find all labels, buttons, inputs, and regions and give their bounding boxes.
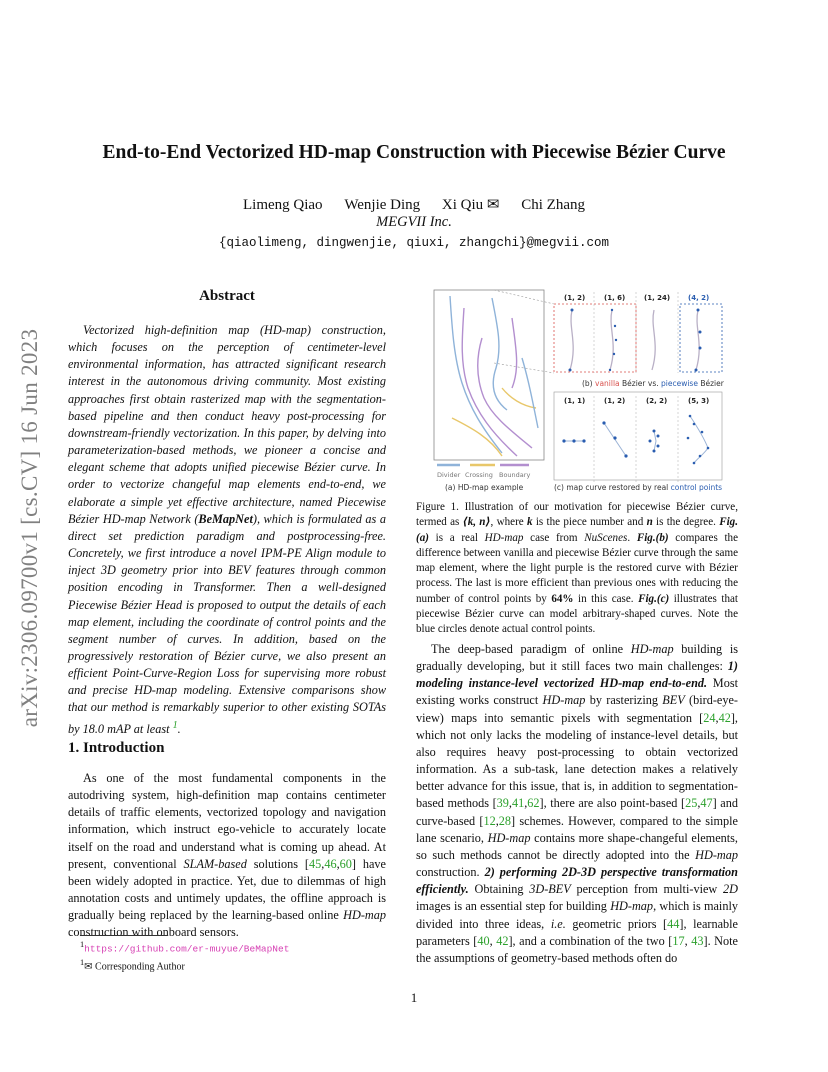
intro-text: As one of the most fundamental components in the autodriving system, high-definition map contains centimeter details of traffic elements, vectorized topology and navigation information, which instruct ego-vehicle to accurately locate itself on the road and understand what is coming up ahead. At present, conventional	[68, 771, 386, 871]
abstract-text: Vectorized high-definition map (HD-map) construction, which focuses on the perception of centimeter-level environmental information, has attracted significant research interest in the autonomous driving community. Most existing approaches first obtain rasterized map with the segmentation-based pipeline and then conduct heavy post-processing for downstream-friendly vectorization. In this paper, by delving into parameterization-based methods, we pioneer a concise and elegant scheme that adopts unified piecewise Bézier curve. In order to vectorize changeful map elements end-to-end, we elaborate a simple yet effective architecture, named Piecewise Bézier HD-map Network (	[68, 323, 386, 526]
body-3dbev: 3D-BEV	[529, 882, 571, 897]
author-emails: {qiaolimeng, dingwenjie, qiuxi, zhangchi}@megvii.com	[218, 236, 610, 250]
page-number: 1	[410, 990, 418, 1005]
body-hdmap: HD-map	[610, 899, 654, 914]
body-text: ], learnable parameters [	[416, 916, 738, 948]
author-4: Chi Zhang	[521, 197, 585, 213]
caption-k: k	[527, 516, 533, 529]
caption-text: case from	[523, 531, 585, 544]
intro-slam: SLAM-based	[183, 856, 247, 871]
label-c-4: (5, 3)	[688, 397, 710, 405]
citation[interactable]: 44	[667, 916, 680, 931]
caption-c: (c) map curve restored by real control points	[554, 483, 723, 492]
abstract-text-cont: ), which is formulated as a direct set prediction paradigm and postprocessing-free. Concretely, we first introduce a novel IPM-PE Align module to inject 3D geometry prior into BEV features through common position encoding in Transformer. Then a well-designed Piecewise Bézier Head is proposed to output the details of each map element, including the coordinate of control points and the segment number of curves. In addition, based on the progressively restoration of Bézier curve, we also present an efficient Point-Curve-Region Loss for supervising more robust and precise HD-map modeling. Extensive comparisons show that our method is remarkably superior to other existing SOTAs by 18.0 mAP at least	[68, 511, 386, 736]
body-text: (bird-eye-view) maps into semantic pixels with segmentation [	[416, 693, 739, 725]
citation[interactable]: 47	[700, 796, 713, 811]
caption-b: (b) vanilla Bézier vs. piecewise Bézier	[582, 379, 724, 388]
citation[interactable]: 43	[691, 933, 704, 948]
body-hdmap: HD-map	[695, 847, 738, 862]
citation[interactable]: 28	[498, 813, 512, 828]
caption-text: in this case.	[573, 592, 639, 605]
author-3: Xi Qiu ✉	[441, 197, 500, 213]
caption-text: is the degree.	[652, 516, 720, 529]
hdmap-frame	[434, 290, 544, 460]
body-text: Obtaining	[468, 882, 530, 897]
body-text: ], which not only lacks the modeling of instance-level details, but also requires heavy post-processing to obtain vectorized information. As a sub-task, lane detection makes a relatively better advance for this issue, that is, in addition to segmentation-based methods [	[416, 710, 738, 811]
body-text: Most existing works construct	[416, 676, 738, 708]
legend-crossing: Crossing	[465, 471, 493, 479]
label-c-3: (2, 2)	[646, 397, 668, 405]
arxiv-stamp-text: arXiv:2306.09700v1 [cs.CV] 16 Jun 2023	[17, 328, 42, 728]
citation[interactable]: 39	[496, 796, 509, 811]
method-name: BeMapNet	[198, 511, 253, 526]
paper-title: End-to-End Vectorized HD-map Construction with Piecewise Bézier Curve	[102, 142, 726, 163]
caption-text: is the piece number and	[532, 516, 647, 529]
figure-1-caption	[416, 500, 738, 638]
footnote-1	[80, 938, 380, 956]
panel-b-labels	[564, 294, 709, 302]
body-text: ]. Note the assumptions of geometry-based methods often do	[416, 933, 738, 965]
caption-figb: Fig.(b)	[636, 531, 669, 544]
citation[interactable]: 40	[477, 933, 490, 948]
intro-hdmap: HD-map	[343, 908, 386, 923]
body-text: ] schemes. However, compared to the simple lane scenario,	[416, 813, 738, 845]
citation[interactable]: 17	[672, 933, 685, 948]
abstract-heading: Abstract	[199, 288, 255, 304]
label-b-1: (1, 2)	[564, 294, 586, 302]
caption-a: (a) HD-map example	[445, 483, 524, 492]
body-bev: BEV	[662, 693, 685, 708]
abstract-end: .	[177, 721, 181, 736]
figure-1-graphic	[432, 288, 727, 498]
caption-text: illustrates that piecewise Bézier curve can model arbitrary-shaped curves. Note the blue circles denote actual control points.	[416, 592, 738, 636]
intro-heading: 1. Introduction	[68, 740, 165, 756]
citation[interactable]: 62	[527, 796, 540, 811]
body-text: construction.	[416, 865, 485, 880]
corresponding-author-note: ✉ Corresponding Author	[84, 961, 185, 973]
caption-figa: Fig.(a)	[416, 516, 738, 544]
affiliation: MEGVII Inc.	[376, 214, 452, 230]
citation[interactable]: 46	[324, 856, 337, 871]
caption-text: is a real	[428, 531, 485, 544]
body-text: by rasterizing	[585, 693, 663, 708]
caption-text: Figure 1. Illustration of our motivation for piecewise Bézier curve, termed as	[416, 501, 738, 529]
intro-text: construction with onboard sensors.	[68, 925, 239, 940]
body-text: , which is mainly divided into three ideas,	[416, 899, 738, 931]
panel-c-labels	[564, 397, 709, 405]
citation[interactable]: 41	[511, 796, 525, 811]
caption-figc: Fig.(c)	[638, 592, 670, 605]
caption-percent: 64%	[551, 592, 574, 605]
body-text: images is an essential step for building	[416, 899, 611, 914]
caption-kn: ⟨k, n⟩	[462, 516, 491, 529]
footnotes	[80, 938, 380, 974]
legend-divider: Divider	[437, 471, 461, 479]
intro-paragraph: As one of the most fundamental components in the autodriving system, high-definition map contains centimeter details of traffic elements, vectorized topology and navigation information, which instruct ego-vehicle to accurately locate itself on the road and understand what is coming up ahead. At present, conventional SLAM-based solutions [45,46,60] have been widely adopted in practice. Yet, due to dilemmas of high annotation costs and untimely updates, the offline approach is gradually being replaced by the learning-based online HD-map construction with onboard sensors.	[68, 771, 386, 940]
citation[interactable]: 45	[309, 856, 322, 871]
caption-paragraph	[416, 500, 738, 638]
body-hdmap: HD-map	[630, 642, 674, 656]
hdmap-lines	[450, 296, 538, 456]
caption-nuscenes: NuScenes	[584, 531, 628, 544]
caption-text: .	[627, 531, 637, 544]
author-list	[0, 195, 828, 214]
abstract-paragraph	[68, 322, 386, 738]
intro-text: ] have been widely adopted in practice. Yet, due to dilemmas of high annotation costs and untimely updates, the offline approach is gradually being replaced by the learning-based online	[68, 856, 386, 923]
legend-boundary: Boundary	[499, 471, 531, 479]
body-text: building is gradually developing, but it still faces two main challenges:	[416, 642, 738, 674]
caption-hdmap: HD-map	[484, 531, 524, 544]
citation[interactable]: 60	[339, 856, 352, 871]
github-link[interactable]: https://github.com/er-muyue/BeMapNet	[84, 943, 290, 955]
footnote-ref[interactable]: 1	[172, 719, 178, 731]
body-2d: 2D	[723, 882, 738, 897]
author-1: Limeng Qiao	[242, 197, 323, 213]
caption-n: n	[646, 516, 653, 529]
body-text: The deep-based paradigm of online	[431, 642, 631, 656]
abstract-body	[68, 322, 386, 738]
body-text: perception from multi-view	[570, 882, 724, 897]
body-ie: i.e.	[550, 916, 566, 931]
citation[interactable]: 42	[718, 710, 731, 725]
body-paragraph: The deep-based paradigm of online HD-map building is gradually developing, but it still faces two main challenges: 1) modeling instance-level vectorized HD-map end-to-end. Most existing works construct HD-map by rasterizing BEV (bird-eye-view) maps into semantic pixels with segmentation [24,42], which not only lacks the modeling of instance-level details, but also requires heavy post-processing to obtain vectorized information. As a sub-task, lane detection makes a relatively better advance for this issue, that is, in addition to segmentation-based methods [39,41,62], there are also point-based [25,47] and curve-based [12,28] schemes. However, compared to the simple lane scenario, HD-map contains more shape-changeful elements, so such methods cannot be directly adopted into the HD-map construction. 2) performing 2D-3D perspective transformation efficiently. Obtaining 3D-BEV perception from multi-view 2D images is an essential step for building HD-map, which is mainly divided into three ideas, i.e. geometric priors [44], learnable parameters [40, 42], and a combination of the two [17, 43]. Note the assumptions of geometry-based methods often do	[416, 642, 739, 965]
label-c-2: (1, 2)	[604, 397, 626, 405]
intro-text: solutions [	[246, 856, 309, 871]
citation[interactable]: 24	[703, 710, 716, 725]
label-b-2: (1, 6)	[604, 294, 626, 302]
body-hdmap: HD-map	[487, 830, 531, 845]
citation[interactable]: 42	[496, 933, 509, 948]
intro-body	[68, 770, 386, 942]
footnote-mark: 1	[80, 957, 85, 967]
body-text: ], there are also point-based [	[539, 796, 686, 811]
caption-text: , where	[490, 516, 528, 529]
body-text: ], and a combination of the two [	[508, 933, 673, 948]
challenge-1: 1) modeling instance-level vectorized HD-map end-to-end.	[416, 659, 738, 691]
footnote-mark: 1	[80, 940, 85, 949]
label-b-4: (4, 2)	[688, 294, 710, 302]
citation[interactable]: 25	[685, 796, 698, 811]
label-c-1: (1, 1)	[564, 397, 586, 405]
footnote-rule	[80, 935, 168, 936]
footnote-2	[80, 956, 380, 974]
body-text: ] and curve-based [	[416, 796, 738, 828]
challenge-2: 2) performing 2D-3D perspective transformation efficiently.	[416, 865, 738, 897]
body-text: geometric priors [	[565, 916, 668, 931]
body-hdmap: HD-map	[542, 693, 586, 708]
right-column-body	[416, 641, 738, 967]
figure-1	[432, 288, 727, 498]
caption-text: compares the difference between vanilla and piecewise Bézier curve through the same map element, where the light purple is the restored curve with Bézier process. The last is more efficient than previous ones with reducing the number of control points by	[416, 531, 739, 605]
author-2: Wenjie Ding	[344, 197, 421, 213]
arxiv-stamp	[6, 288, 54, 768]
citation[interactable]: 12	[483, 813, 496, 828]
label-b-3: (1, 24)	[644, 294, 671, 302]
body-text: contains more shape-changeful elements, so such methods cannot be directly adopted into the	[416, 830, 738, 862]
